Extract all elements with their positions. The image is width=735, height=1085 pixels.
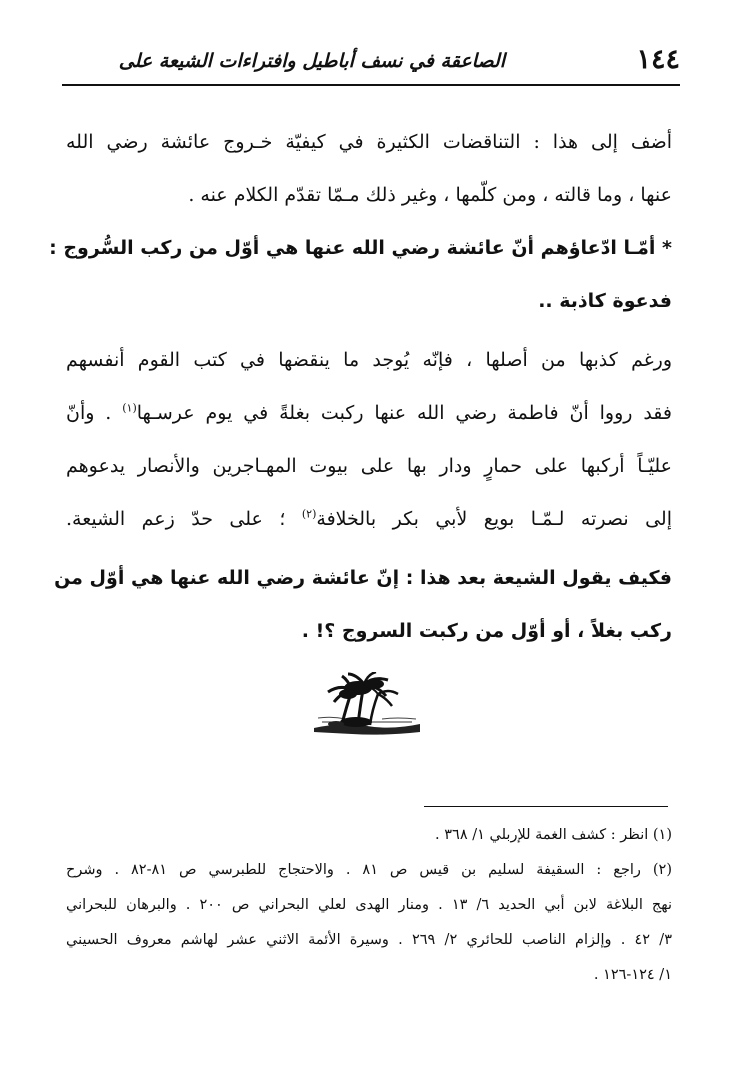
text-line-bold: فكيف يقول الشيعة بعد هذا : إنّ عائشة رضي الله عنها هي أوّل من bbox=[54, 567, 672, 589]
footnote-2-line: ٣/ ٤٢ . وإلزام الناصب للحائري ٢/ ٢٦٩ . وسيرة الأئمة الاثني عشر لهاشم معروف الحسيني bbox=[66, 932, 672, 948]
text-line: عنها ، وما قالته ، ومن كلّمها ، وغير ذلك مـمّا تقدّم الكلام عنه . bbox=[188, 184, 672, 206]
running-title: الصاعقة في نسف أباطيل وافتراءات الشيعة على bbox=[118, 50, 505, 72]
footnote-1: (١) انظر : كشف الغمة للإربلي ١/ ٣٦٨ . bbox=[435, 827, 672, 843]
page-number: ١٤٤ bbox=[636, 44, 680, 75]
footnotes bbox=[66, 818, 672, 993]
footnote-ref-1[interactable]: (١) bbox=[122, 401, 137, 415]
footnote-divider bbox=[424, 806, 668, 807]
text-line-bold: * أمّـا ادّعاؤهم أنّ عائشة رضي الله عنها هي أوّل من ركب السُّروج : bbox=[49, 237, 672, 259]
text-segment: . وأنّ bbox=[66, 402, 112, 424]
text-line: أضف إلى هذا : التناقضات الكثيرة في كيفيّة خـروج عائشة رضي الله bbox=[66, 131, 672, 153]
footnote-ref-2[interactable]: (٢) bbox=[301, 507, 317, 521]
text-line-bold: فدعوة كاذبة .. bbox=[538, 290, 672, 312]
footnote-2-line: ١/ ١٢٤-١٢٦ . bbox=[593, 967, 672, 983]
text-segment: ؛ على حدّ زعم الشيعة. bbox=[66, 508, 286, 530]
text-line: عليّـاً أركبها على حمارٍ ودار بها على بيوت المهـاجرين والأنصار يدعوهم bbox=[66, 455, 672, 477]
text-line-bold: ركب بغلاً ، أو أوّل من ركبت السروج ؟! . bbox=[301, 620, 672, 642]
text-line-with-ref bbox=[66, 387, 672, 440]
palm-trees-vignette-icon bbox=[312, 672, 422, 736]
page-header bbox=[62, 40, 680, 86]
text-segment: فقد رووا أنّ فاطمة رضي الله عنها ركبت بغلةً في يوم عرسـها bbox=[136, 402, 672, 424]
text-line: ورغم كذبها من أصلها ، فإنّه يُوجد ما ينقضها في كتب القوم أنفسهم bbox=[66, 349, 672, 371]
text-line-with-ref bbox=[66, 493, 672, 546]
main-text bbox=[49, 116, 672, 658]
footnote-2-line: (٢) راجع : السقيفة لسليم بن قيس ص ٨١ . والاحتجاج للطبرسي ص ٨١-٨٢ . وشرح bbox=[66, 862, 672, 878]
footnote-2-line: نهج البلاغة لابن أبي الحديد ٦/ ١٣ . ومنار الهدى لعلي البحراني ص ٢٠٠ . والبرهان للبحراني bbox=[66, 897, 672, 913]
text-segment: إلى نصرته لـمّـا بويع لأبي بكر بالخلافة bbox=[316, 508, 672, 530]
